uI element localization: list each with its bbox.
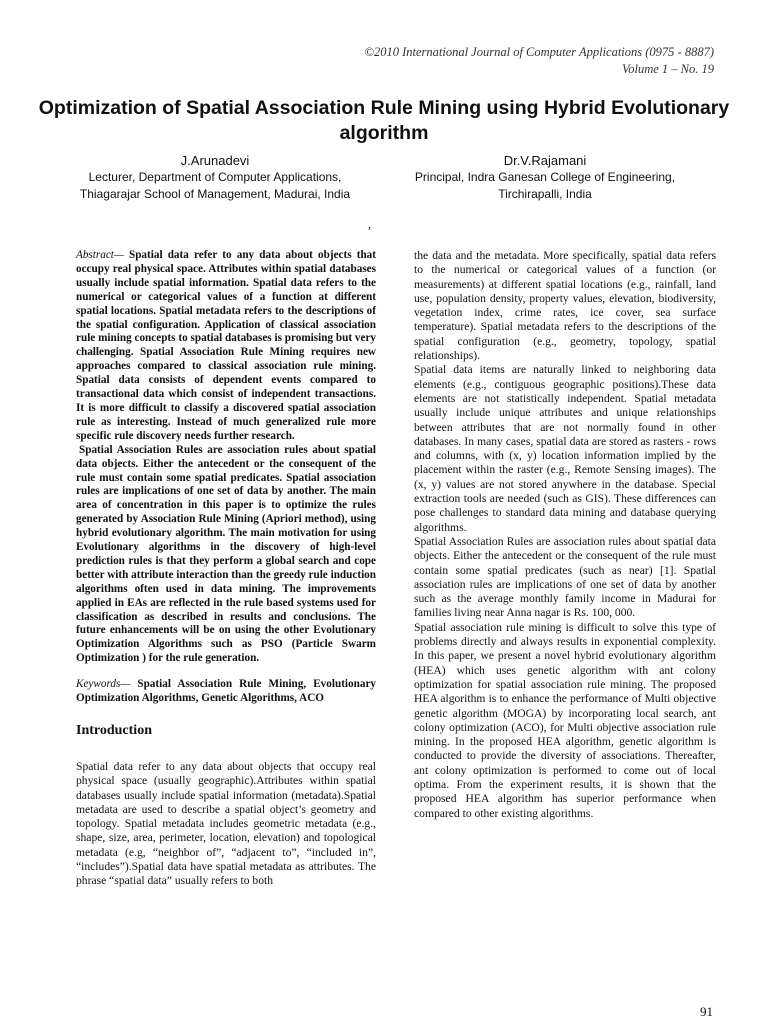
abstract-paragraph: Spatial Association Rules are association rules about spatial data objects. Either the antecedent or the consequent of the rule must contain some spatial predicates. Spatial association rules are implications of one set of data by another. The main area of concentration in this paper is to optimize the rules generated by Association Rule Mining (Apriori method), using hybrid evolutionary algorithm. The main motivation for using Evolutionary algorithms in the discovery of high-level prediction rules is that they perform a global search and cope better with attribute interaction than the greedy rule induction algorithms often used in data mining. The improvements applied in EAs are reflected in the rule based systems used for classification as described in results and conclusions. The future enhancements will be on using the other Evolutionary Optimization Algorithms such as PSO (Particle Swarm Optimization ) for the rule generation.: [76, 443, 376, 665]
author-block-2: [380, 152, 710, 203]
author-affiliation: Thiagarajar School of Management, Madurai, India: [79, 187, 351, 201]
abstract-text: Spatial data refer to any data about objects that occupy real physical space. Attributes within spatial databases usually include spatial information. Spatial data refers to the numerical or categorical values of a function at different spatial locations. Spatial metadata refers to the descriptions of the spatial configuration. Application of classical association rule mining concepts to spatial databases is promising but very challenging. Spatial Association Rule Mining requires new approaches compared to classical association rule mining. Spatial data consists of dependent events compared to transactional data which consist of independent transactions. It is more difficult to classify a discovered spatial association rule as interesting. Instead of much generalized rule more specific rule discovery needs further research.: [76, 249, 376, 442]
body-paragraph: Spatial data refer to any data about objects that occupy real physical space (usually geographic).Attributes within spatial databases usually include spatial information (metadata).Spatial metadata are used to describe a spatial object’s geometry and topology. Spatial metadata includes geometric metadata (e.g., shape, size, area, perimeter, location, elevation) and topological metadata (e.g, “neighbor of”, “adjacent to”, “included in”, “includes”).Spatial data have spatial metadata as attributes. The phrase “spatial data” usually refers to both: [76, 759, 376, 888]
body-paragraph: Spatial Association Rules are association rules about spatial data objects. Either the antecedent or the consequent of the rule must contain some spatial predicates (such as near) [1]. Spatial association rules are implications of one set of data by another such as the average monthly family income in Madurai for families living near Anna nagar is Rs. 100, 000.: [414, 534, 716, 620]
page-number: 91: [700, 1004, 713, 1019]
stray-mark: ,: [368, 217, 371, 231]
keywords: [76, 678, 376, 706]
introduction-body: [76, 760, 376, 889]
right-column: [414, 249, 716, 821]
body-paragraph: Spatial data items are naturally linked to neighboring data elements (e.g., contiguous geographic positions).These data elements are not statistically independent. Spatial metadata usually include unique attributes and unique relationships between attributes that are not normally found in other databases. In many cases, spatial data are stored as rasters - rows and columns, with (x, y) location information implied by the placement within the raster (e.g., Remote Sensing images). The (x, y) values are not stored anywhere in the database. Special extraction tools are needed (such as GIS). These differences can pose challenges to standard data mining and database querying algorithms.: [414, 363, 716, 534]
journal-citation: ©2010 International Journal of Computer Applications (0975 - 8887): [364, 45, 714, 59]
author-name: J.Arunadevi: [180, 153, 250, 168]
body-paragraph: Spatial association rule mining is difficult to solve this type of problems directly and always results in exponential complexity. In this paper, we present a novel hybrid evolutionary algorithm (HEA) which uses genetic algorithm with ant colony optimization for spatial association rule mining. The proposed HEA algorithm is to enhance the performance of Multi objective genetic algorithm (MOGA) by incorporating local search, ant colony optimization (ACO), for Multi objective association rule mining. In the proposed HEA algorithm, genetic algorithm is conducted to provide the diversity of associations. Thereafter, ant colony optimization is performed to come out of local optima. From the experiment results, it is shown that the proposed HEA algorithm has superior performance when compared to other existing algorithms.: [414, 620, 716, 820]
journal-header: [364, 44, 714, 78]
paper-title: Optimization of Spatial Association Rule Mining using Hybrid Evolutionary algorithm: [38, 97, 730, 144]
author-affiliation: Tirchirapalli, India: [498, 187, 592, 201]
abstract-label: Abstract—: [76, 249, 124, 261]
left-column: [76, 249, 376, 889]
abstract-paragraph: [76, 249, 376, 444]
journal-volume: Volume 1 – No. 19: [621, 62, 714, 76]
keywords-label: Keywords—: [76, 678, 131, 691]
author-block-1: [40, 152, 390, 203]
author-name: Dr.V.Rajamani: [503, 153, 587, 168]
author-affiliation: Lecturer, Department of Computer Applications,: [88, 170, 342, 184]
keywords-text: Spatial Association Rule Mining, Evolutionary Optimization Algorithms, Genetic Algorithms, ACO: [76, 678, 376, 705]
section-heading-introduction: Introduction: [76, 723, 152, 738]
body-paragraph: the data and the metadata. More specifically, spatial data refers to the numerical or categorical values of a function (or measurements) at different spatial locations (e.g., rainfall, land use, population density, property values, elevation, biodiversity, vegetation index, crime rates, ice cover, sea surface temperature). Spatial metadata refers to the descriptions of the spatial configuration (e.g., geometry, topology, spatial relationships).: [414, 249, 716, 363]
author-affiliation: Principal, Indra Ganesan College of Engineering,: [414, 170, 676, 184]
abstract: [76, 249, 376, 666]
